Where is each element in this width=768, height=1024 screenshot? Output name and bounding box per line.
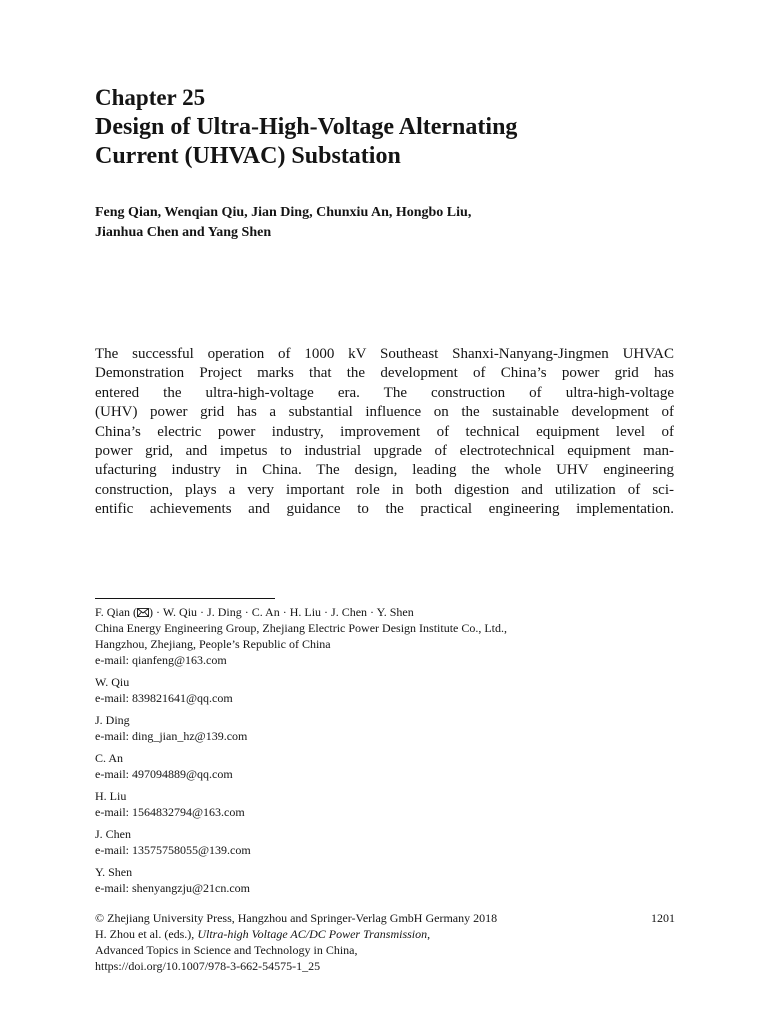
- abstract-line: entered the ultra-high-voltage era. The construction of ultra-high-voltage: [95, 384, 674, 401]
- abstract-line: Demonstration Project marks that the development of China’s power grid has: [95, 365, 674, 382]
- footnote-author: [95, 864, 675, 896]
- footnote-author: [95, 750, 675, 782]
- footnote-divider: [95, 598, 275, 599]
- author-email[interactable]: e-mail: 1564832794@163.com: [95, 805, 245, 819]
- author-name: H. Liu: [95, 789, 127, 803]
- footer-copyright-row: [95, 910, 675, 926]
- page-number: 1201: [651, 911, 675, 925]
- author-line: Jianhua Chen and Yang Shen: [95, 225, 272, 240]
- author-name: C. An: [95, 751, 124, 765]
- footnote-author: [95, 826, 675, 858]
- abstract-line: The successful operation of 1000 kV Southeast Shanxi-Nanyang-Jingmen UHVAC: [95, 346, 674, 362]
- author-email[interactable]: e-mail: shenyangzju@21cn.com: [95, 881, 251, 895]
- chapter-title-line: Design of Ultra-High-Voltage Alternating: [95, 114, 518, 140]
- footnote-author-names: F. Qian ( ) · W. Qiu · J. Ding · C. An · H. Liu · J. Chen · Y. Shen: [95, 605, 414, 619]
- author-name: J. Ding: [95, 713, 130, 727]
- footnote-author: [95, 674, 675, 706]
- author-name: W. Qiu: [95, 675, 130, 689]
- chapter-title: [95, 113, 695, 171]
- author-email[interactable]: e-mail: qianfeng@163.com: [95, 653, 227, 667]
- abstract-line: ufacturing industry in China. The design, leading the whole UHV engineering: [95, 462, 674, 479]
- author-email[interactable]: e-mail: ding_jian_hz@139.com: [95, 729, 248, 743]
- author-line: Feng Qian, Wenqian Qiu, Jian Ding, Chunxiu An, Hongbo Liu,: [95, 205, 472, 220]
- abstract-line: power grid, and impetus to industrial upgrade of electrotechnical equipment man-: [95, 443, 674, 460]
- abstract-line: entific achievements and guidance to the practical engineering implementation.: [95, 501, 674, 518]
- book-citation: H. Zhou et al. (eds.), Ultra-high Voltage AC/DC Power Transmission,: [95, 927, 431, 941]
- copyright-notice: © Zhejiang University Press, Hangzhou and Springer-Verlag GmbH Germany 2018: [95, 911, 498, 925]
- footnote-author: [95, 788, 675, 820]
- abstract-line: China’s electric power industry, improvement of technical equipment level of: [95, 423, 674, 440]
- book-title: Ultra-high Voltage AC/DC Power Transmission: [197, 927, 428, 941]
- envelope-icon[interactable]: [137, 605, 149, 614]
- chapter-label: Chapter 25: [95, 85, 206, 110]
- footnote-author: [95, 712, 675, 744]
- author-email[interactable]: e-mail: 13575758055@139.com: [95, 843, 251, 857]
- book-series: Advanced Topics in Science and Technology in China,: [95, 943, 358, 957]
- affiliation-line: China Energy Engineering Group, Zhejiang Electric Power Design Institute Co., Ltd.,: [95, 621, 508, 635]
- doi-link[interactable]: https://doi.org/10.1007/978-3-662-54575-1_25: [95, 959, 321, 973]
- affiliation-line: Hangzhou, Zhejiang, People’s Republic of China: [95, 637, 331, 651]
- abstract-line: construction, plays a very important role in both digestion and utilization of sci-: [95, 481, 674, 498]
- page-footer: [95, 910, 675, 974]
- author-name: J. Chen: [95, 827, 131, 841]
- author-email[interactable]: e-mail: 497094889@qq.com: [95, 767, 233, 781]
- author-footnotes: [95, 604, 675, 902]
- abstract-line: (UHV) power grid has a substantial influence on the sustainable development of: [95, 404, 674, 421]
- author-name: Y. Shen: [95, 865, 133, 879]
- abstract: [95, 345, 674, 520]
- chapter-title-line: Current (UHVAC) Substation: [95, 143, 401, 169]
- author-list: [95, 203, 655, 243]
- footnote-primary: [95, 604, 675, 668]
- author-email[interactable]: e-mail: 839821641@qq.com: [95, 691, 233, 705]
